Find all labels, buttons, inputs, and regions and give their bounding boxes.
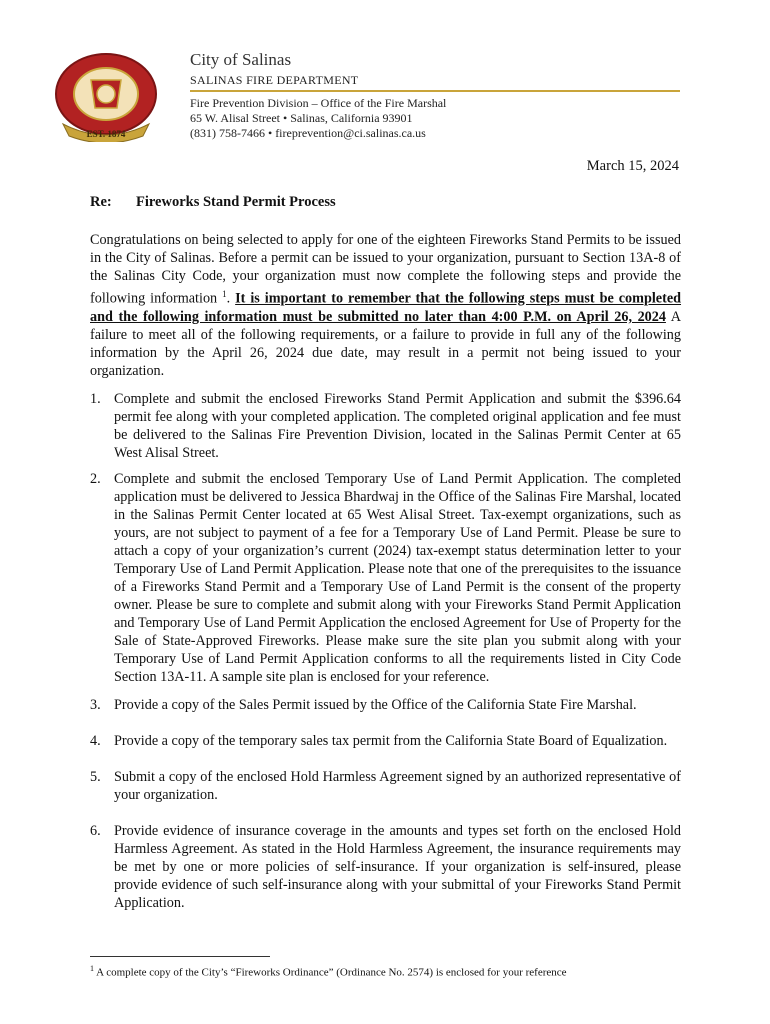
footnote-ref: 1	[222, 289, 227, 299]
division-line: Fire Prevention Division – Office of the Fire Marshal	[190, 96, 447, 110]
re-subject: Fireworks Stand Permit Process	[136, 194, 336, 210]
list-item	[90, 822, 681, 912]
subject-line	[90, 194, 336, 211]
intro-paragraph	[90, 231, 681, 380]
re-label: Re:	[90, 194, 112, 210]
step-text: Complete and submit the enclosed Fireworks Stand Permit Application and submit the $396.64 permit fee along with your completed application. The completed original application and fee must be delivered to the Salinas Fire Prevention Division, located in the Salinas Permit Center at 65 West Alisal Street.	[114, 391, 681, 461]
contact-line: (831) 758-7466 • fireprevention@ci.salinas.ca.us	[190, 126, 426, 140]
steps-list	[90, 390, 681, 912]
list-item	[90, 696, 681, 714]
footnote-text: A complete copy of the City’s “Fireworks Ordinance” (Ordinance No. 2574) is enclosed for your reference	[94, 966, 567, 979]
step-number: 5.	[90, 769, 101, 785]
address-line: 65 W. Alisal Street • Salinas, California 93901	[190, 111, 413, 125]
list-item	[90, 390, 681, 462]
step-text: Complete and submit the enclosed Temporary Use of Land Permit Application. The completed application must be delivered to Jessica Bhardwaj in the Office of the Salinas Fire Marshal, located in the Salinas Permit Center located at 65 West Alisal Street. Tax-exempt organizations, such as yours, are not subject to payment of a fee for a Temporary Use of Land Permit. Please be sure to attach a copy of your organization’s current (2024) tax-exempt status determination letter to your Temporary Use of Land Permit Application. Please note that one of the prerequisites to the issuance of a Fireworks Stand Permit and a Temporary Use of Land Permit is the consent of the property owner. Please be sure to complete and submit along with your Fireworks Stand Permit Application and Temporary Use of Land Permit Application the enclosed Agreement for Use of Property for the Sale of State-Approved Fireworks. Please make sure the site plan you submit along with your Temporary Use of Land Permit Application conforms to all the requirements listed in City Code Section 13A-11. A sample site plan is enclosed for your reference.	[114, 471, 681, 685]
deadline-notice: It is important to remember that the following steps must be completed and the following information must be submitted no later than 4:00 P.M. on April 26, 2024	[90, 290, 682, 325]
letterhead-rule	[190, 90, 680, 92]
letter-date: March 15, 2024	[586, 158, 679, 174]
city-name: City of Salinas	[190, 50, 292, 69]
footnote	[90, 962, 567, 980]
letterhead	[190, 50, 680, 141]
intro-text-2: .	[226, 290, 236, 307]
department-name: SALINAS FIRE DEPARTMENT	[190, 73, 359, 87]
step-number: 1.	[90, 391, 101, 407]
intro-text-3: A failure to meet all of the following requirements, or a failure to provide in full any of the following information by the April 26, 2024 due date, may result in a permit not being issued to your organization.	[90, 308, 681, 379]
step-number: 6.	[90, 823, 101, 839]
step-text: Submit a copy of the enclosed Hold Harmless Agreement signed by an authorized representative of your organization.	[114, 769, 681, 803]
step-number: 4.	[90, 733, 101, 749]
fire-department-seal-logo	[51, 50, 161, 142]
seal-year-text: EST. 1874	[86, 129, 126, 139]
step-number: 3.	[90, 697, 101, 713]
step-text: Provide a copy of the temporary sales tax permit from the California State Board of Equalization.	[114, 733, 668, 749]
footnote-divider	[90, 956, 270, 957]
list-item	[90, 732, 681, 750]
intro-text-1: Congratulations on being selected to apply for one of the eighteen Fireworks Stand Permits to be issued in the City of Salinas. Before a permit can be issued to your organization, pursuant to Section 13A-8 of the Salinas City Code, your organization must now complete the following steps and provide the following information	[90, 232, 681, 307]
footnote-mark: 1	[90, 964, 94, 973]
list-item	[90, 470, 681, 686]
step-text: Provide a copy of the Sales Permit issued by the Office of the California State Fire Marshal.	[114, 697, 637, 713]
step-text: Provide evidence of insurance coverage in the amounts and types set forth on the enclosed Hold Harmless Agreement. As stated in the Hold Harmless Agreement, the insurance requirements may be met by one or more policies of self-insurance. If your organization is self-insured, please provide evidence of such self-insurance along with your submittal of your Fireworks Stand Permit Application.	[114, 823, 681, 911]
list-item	[90, 768, 681, 804]
step-number: 2.	[90, 471, 101, 487]
